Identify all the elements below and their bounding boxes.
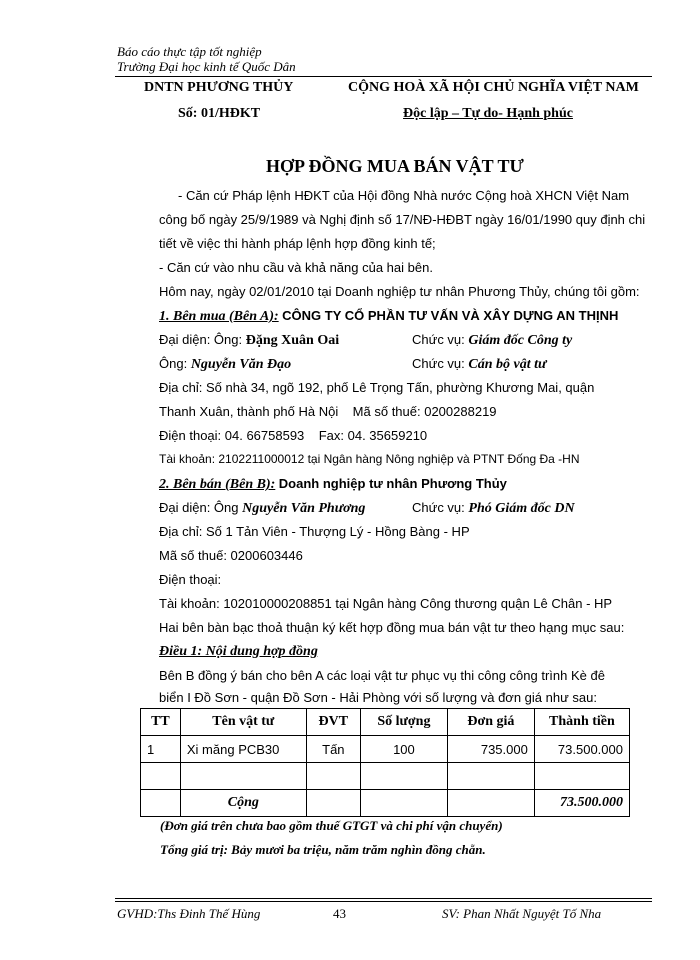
- footer-page-number: 43: [333, 906, 346, 921]
- document-title: HỢP ĐỒNG MUA BÁN VẬT TƯ: [266, 156, 524, 176]
- party-a-account: Tài khoản: 2102211000012 tại Ngân hàng Nông nghiệp và PTNT Đống Đa -HN: [159, 452, 580, 466]
- cell-tt: 1: [141, 736, 181, 763]
- party-a-rep2-label: Ông:: [159, 356, 188, 371]
- party-a-row: [159, 308, 618, 325]
- cell-name: Xi măng PCB30: [180, 736, 306, 763]
- party-a-rep1-label: Đại diện: Ông:: [159, 332, 243, 347]
- basis-line-5: Hôm nay, ngày 02/01/2010 tại Doanh nghiệp tư nhân Phương Thủy, chúng tôi gồm:: [159, 284, 640, 299]
- header-divider: [115, 76, 652, 77]
- party-b-rep-pos-label: Chức vụ:: [412, 500, 465, 515]
- article-1-text-2: biển I Đồ Sơn - quận Đồ Sơn - Hải Phòng với số lượng và đơn giá như sau:: [159, 690, 597, 705]
- party-a-rep1-pos-label: Chức vụ:: [412, 332, 465, 347]
- note-vat: (Đơn giá trên chưa bao gồm thuế GTGT và chi phí vận chuyển): [160, 818, 503, 833]
- party-b-row: [159, 476, 507, 493]
- note-total-in-words: Tổng giá trị: Bảy mươi ba triệu, năm trăm nghìn đồng chẵn.: [160, 842, 486, 857]
- party-b-rep-name: Nguyễn Văn Phương: [242, 501, 366, 516]
- col-header-tt: TT: [141, 709, 181, 736]
- cell-amount: 73.500.000: [534, 736, 629, 763]
- report-header-line2: Trường Đại học kinh tế Quốc Dân: [117, 59, 296, 74]
- party-a-rep2-pos-label: Chức vụ:: [412, 356, 465, 371]
- party-b-rep-pos: Phó Giám đốc DN: [468, 501, 575, 516]
- party-b-account: Tài khoản: 102010000208851 tại Ngân hàng Công thương quận Lê Chân - HP: [159, 596, 613, 611]
- nation-title: CỘNG HOÀ XÃ HỘI CHỦ NGHĨA VIỆT NAM: [348, 80, 639, 95]
- party-a-name: CÔNG TY CỔ PHẦN TƯ VẤN VÀ XÂY DỰNG AN THỊNH: [282, 308, 619, 323]
- party-a-phone: Điện thoại: 04. 66758593 Fax: 04. 35659210: [159, 428, 428, 443]
- table-header-row: [141, 709, 630, 736]
- report-header-line1: Báo cáo thực tập tốt nghiệp: [117, 44, 262, 59]
- table-total-row: [141, 790, 630, 817]
- party-a-rep2-position: [412, 356, 546, 373]
- party-a-rep1-pos: Giám đốc Công ty: [468, 333, 573, 348]
- table-row: [141, 736, 630, 763]
- party-b-name: Doanh nghiệp tư nhân Phương Thủy: [278, 476, 507, 491]
- party-a-rep1-position: [412, 332, 572, 349]
- col-header-amount: Thành tiền: [534, 709, 629, 736]
- basis-line-4: - Căn cứ vào nhu cầu và khả năng của hai bên.: [159, 260, 433, 275]
- party-b-address: Địa chỉ: Số 1 Tản Viên - Thượng Lý - Hồng Bàng - HP: [159, 524, 470, 539]
- table-row-empty: [141, 763, 630, 790]
- total-value: 73.500.000: [534, 790, 629, 817]
- company-short-name: DNTN PHƯƠNG THỦY: [144, 80, 294, 95]
- nation-motto: Độc lập – Tự do- Hạnh phúc: [403, 106, 573, 121]
- basis-line-1: - Căn cứ Pháp lệnh HĐKT của Hội đồng Nhà nước Cộng hoà XHCN Việt Nam: [178, 188, 630, 203]
- article-1-heading: Điều 1: Nội dung hợp đồng: [159, 644, 318, 659]
- party-a-rep2-pos: Cán bộ vật tư: [468, 357, 547, 372]
- basis-line-2: công bố ngày 25/9/1989 và Nghị định số 17/NĐ-HĐBT ngày 16/01/1990 quy định chi: [159, 212, 646, 227]
- cell-qty: 100: [360, 736, 447, 763]
- total-label: Cộng: [180, 790, 306, 817]
- party-b-phone: Điện thoại:: [159, 572, 222, 587]
- footer-supervisor: GVHD:Ths Đinh Thế Hùng: [117, 906, 261, 921]
- cell-unit: Tấn: [306, 736, 360, 763]
- party-b-rep-position: [412, 500, 575, 517]
- basis-line-3: tiết về việc thi hành pháp lệnh hợp đồng kinh tế;: [159, 236, 436, 251]
- footer-divider-1: [115, 898, 652, 899]
- col-header-name: Tên vật tư: [180, 709, 306, 736]
- party-b-tax: Mã số thuế: 0200603446: [159, 548, 303, 563]
- contract-number: Số: 01/HĐKT: [178, 106, 261, 121]
- party-a-rep2: [159, 356, 291, 373]
- party-a-heading: 1. Bên mua (Bên A):: [159, 309, 279, 324]
- article-1-text-1: Bên B đồng ý bán cho bên A các loại vật tư phục vụ thi công công trình Kè đê: [159, 668, 605, 683]
- party-a-address-2: Thanh Xuân, thành phố Hà Nội Mã số thuế: 0200288219: [159, 404, 497, 419]
- agreement-text: Hai bên bàn bạc thoả thuận ký kết hợp đồng mua bán vật tư theo hạng mục sau:: [159, 620, 625, 635]
- party-b-heading: 2. Bên bán (Bên B):: [159, 477, 276, 492]
- col-header-qty: Số lượng: [360, 709, 447, 736]
- party-a-rep2-name: Nguyễn Văn Đạo: [190, 357, 292, 372]
- party-a-rep1-name: Đặng Xuân Oai: [245, 333, 340, 348]
- party-a-rep1: [159, 332, 339, 349]
- col-header-price: Đơn giá: [447, 709, 534, 736]
- col-header-unit: ĐVT: [306, 709, 360, 736]
- footer-divider-2: [115, 901, 652, 902]
- party-b-rep-label: Đại diện: Ông: [159, 500, 239, 515]
- party-a-address-1: Địa chỉ: Số nhà 34, ngõ 192, phố Lê Trọng Tấn, phường Khương Mai, quận: [159, 380, 595, 395]
- items-table: [140, 708, 630, 817]
- cell-price: 735.000: [447, 736, 534, 763]
- footer-student: SV: Phan Nhất Nguyệt Tố Nha: [442, 906, 602, 921]
- party-b-rep: [159, 500, 365, 517]
